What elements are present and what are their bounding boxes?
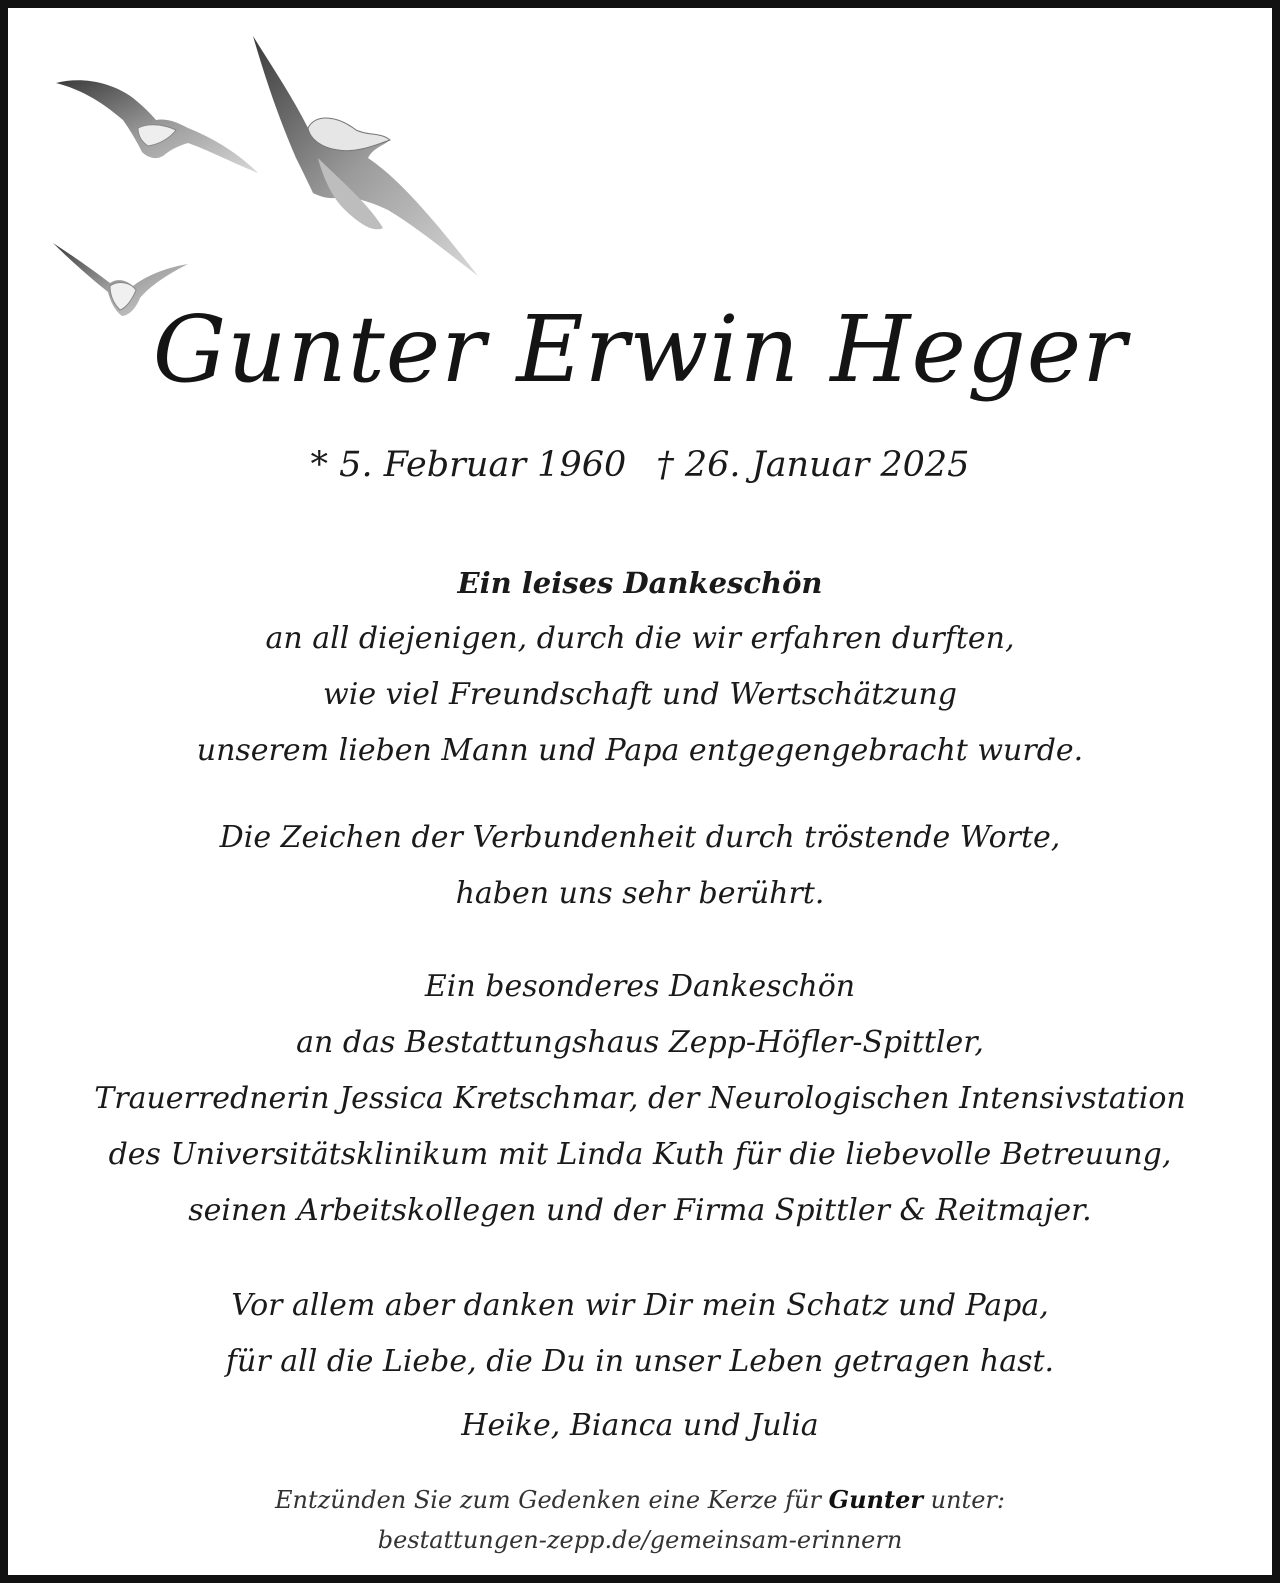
thanks-paragraph-3 [28, 959, 1252, 1239]
text-line: Die Zeichen der Verbundenheit durch tröstende Worte, [219, 820, 1061, 855]
thanks-paragraph-4 [28, 1278, 1252, 1390]
footer-suffix: unter: [930, 1486, 1005, 1514]
deceased-name: Gunter Erwin Heger [152, 296, 1128, 403]
text-line: haben uns sehr berührt. [455, 876, 825, 911]
text-line: des Universitätsklinikum mit Linda Kuth für die liebevolle Betreuung, [108, 1137, 1172, 1172]
seagull-icon [253, 36, 478, 276]
thanks-heading: Ein leises Dankeschön [457, 566, 823, 600]
text-line: seinen Arbeitskollegen und der Firma Spittler & Reitmajer. [188, 1193, 1092, 1228]
signature: Heike, Bianca und Julia [461, 1408, 819, 1443]
memorial-url[interactable]: bestattungen-zepp.de/gemeinsam-erinnern [377, 1526, 903, 1554]
memorial-footer [28, 1480, 1252, 1560]
text-line: unserem lieben Mann und Papa entgegengebracht wurde. [196, 733, 1084, 768]
seagulls-illustration [38, 28, 508, 328]
birth-date: * 5. Februar 1960 [310, 445, 627, 485]
text-line: an das Bestattungshaus Zepp-Höfler-Spittler, [296, 1025, 984, 1060]
text-line: Vor allem aber danken wir Dir mein Schatz und Papa, [231, 1288, 1049, 1323]
text-line: an all diejenigen, durch die wir erfahren durften, [265, 621, 1015, 656]
thanks-paragraph-2 [28, 810, 1252, 922]
footer-name: Gunter [828, 1485, 923, 1514]
seagull-icon [56, 80, 258, 173]
footer-line-1 [28, 1480, 1252, 1520]
text-line: für all die Liebe, die Du in unser Leben getragen hast. [225, 1344, 1055, 1379]
death-date: † 26. Januar 2025 [656, 445, 970, 485]
text-line: wie viel Freundschaft und Wertschätzung [323, 677, 957, 712]
text-line: Ein besonderes Dankeschön [424, 969, 856, 1004]
footer-prefix: Entzünden Sie zum Gedenken eine Kerze für [275, 1486, 821, 1514]
life-dates [28, 440, 1252, 490]
thanks-paragraph-1 [28, 555, 1252, 779]
text-line: Trauerrednerin Jessica Kretschmar, der Neurologischen Intensivstation [94, 1081, 1186, 1116]
